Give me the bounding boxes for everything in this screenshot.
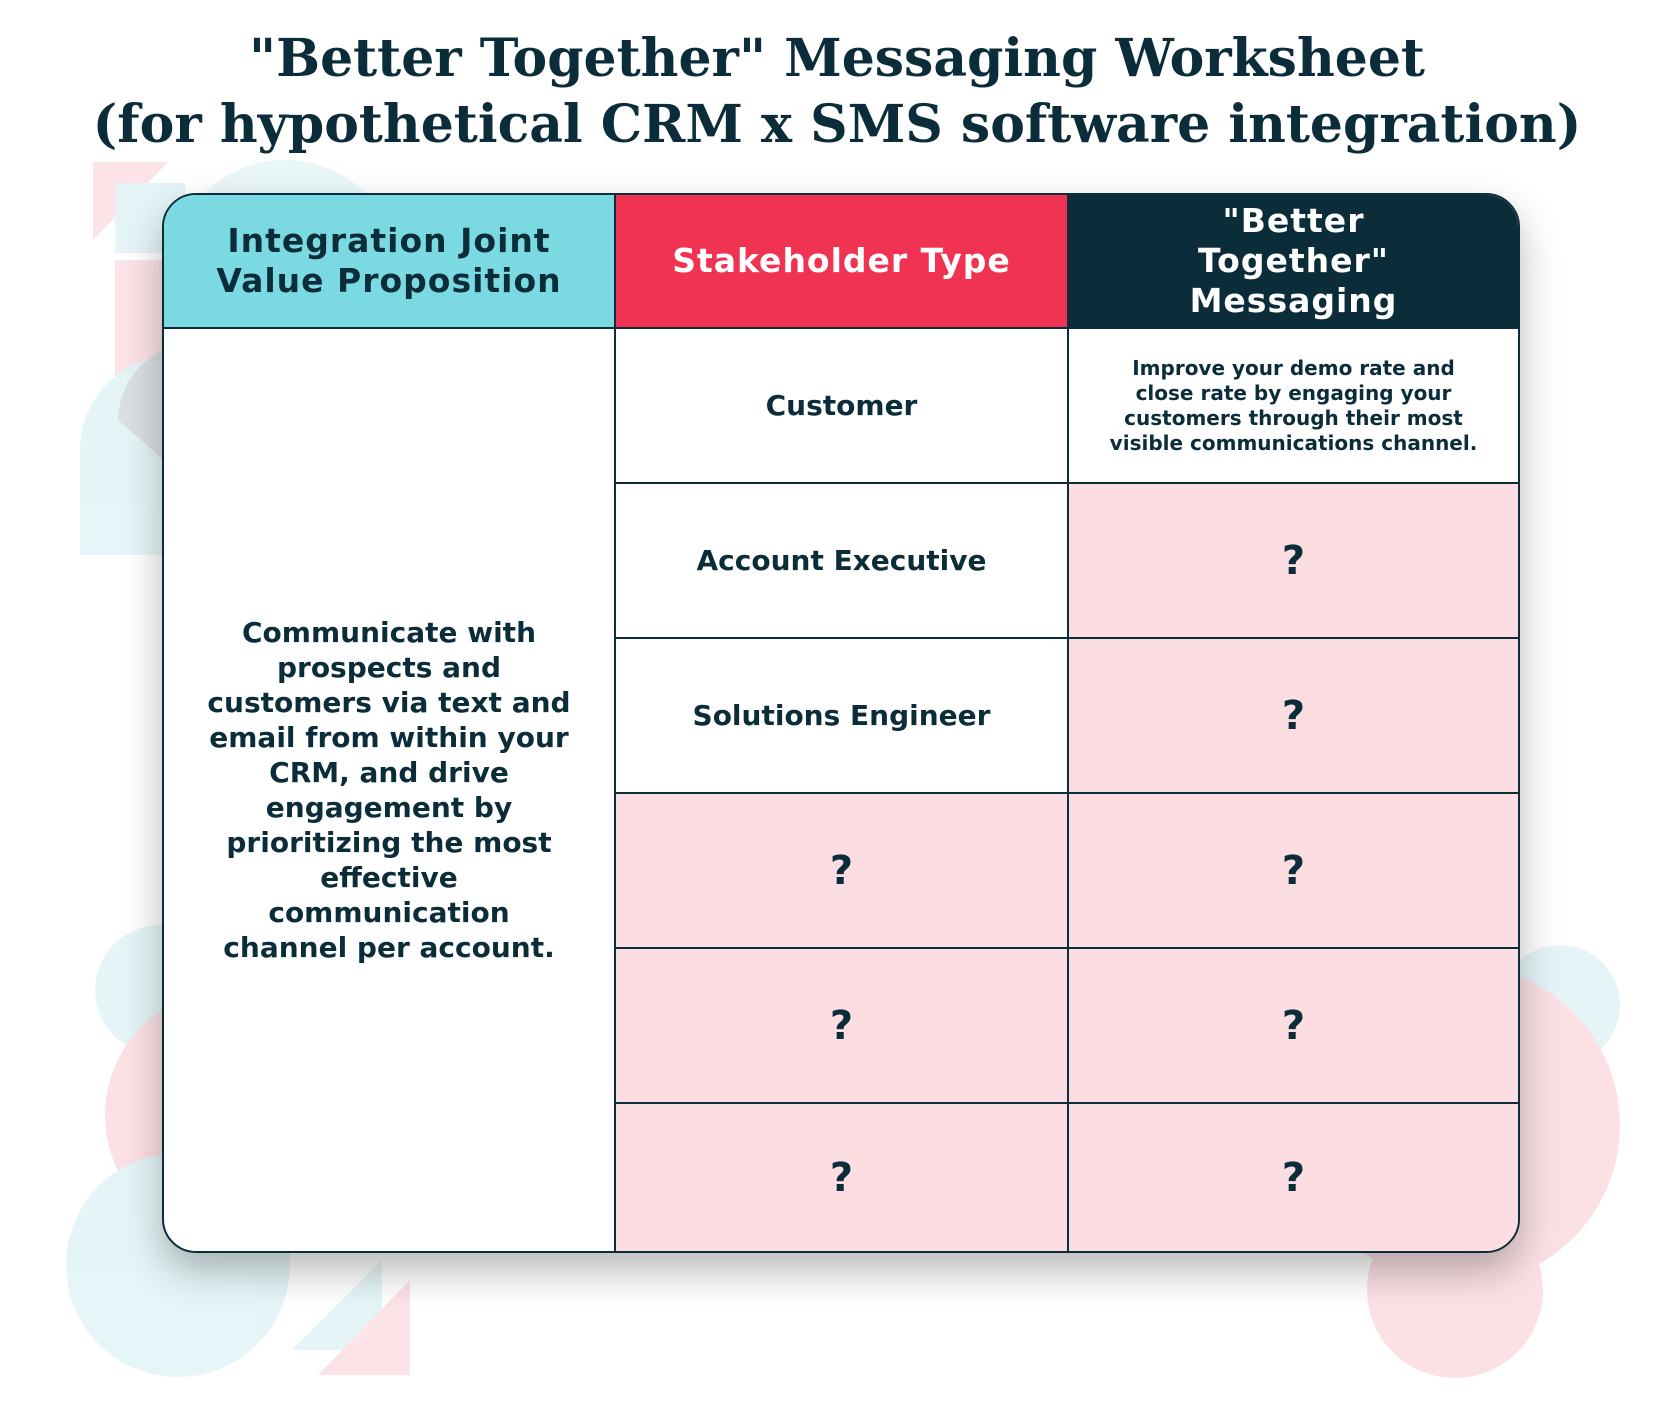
messaging-cell-3: ?: [1069, 639, 1518, 794]
messaging-cell-6: ?: [1069, 1104, 1518, 1251]
messaging-worksheet-table: [162, 193, 1520, 1253]
stakeholder-cell-6: ?: [616, 1104, 1069, 1251]
messaging-cell-2: ?: [1069, 484, 1518, 639]
messaging-cell-4: ?: [1069, 794, 1518, 949]
messaging-cell-5: ?: [1069, 949, 1518, 1104]
table-grid: [164, 195, 1518, 1251]
stakeholder-cell-2: Account Executive: [616, 484, 1069, 639]
page-title: [0, 26, 1674, 158]
stakeholder-cell-1: Customer: [616, 329, 1069, 484]
header-value-proposition: Integration Joint Value Proposition: [164, 195, 616, 329]
title-line-1: "Better Together" Messaging Worksheet: [249, 28, 1425, 89]
header-messaging: "Better Together" Messaging: [1069, 195, 1518, 329]
stakeholder-cell-4: ?: [616, 794, 1069, 949]
stakeholder-cell-5: ?: [616, 949, 1069, 1104]
stakeholder-cell-3: Solutions Engineer: [616, 639, 1069, 794]
header-stakeholder-type: Stakeholder Type: [616, 195, 1069, 329]
value-proposition-cell: Communicate with prospects and customers via text and email from within your CRM, and drive engagement by prioritizing the most effective communication channel per account.: [164, 329, 616, 1251]
messaging-cell-1: Improve your demo rate and close rate by engaging your customers through their most visible communications channel.: [1069, 329, 1518, 484]
title-line-2: (for hypothetical CRM x SMS software integration): [92, 94, 1582, 155]
